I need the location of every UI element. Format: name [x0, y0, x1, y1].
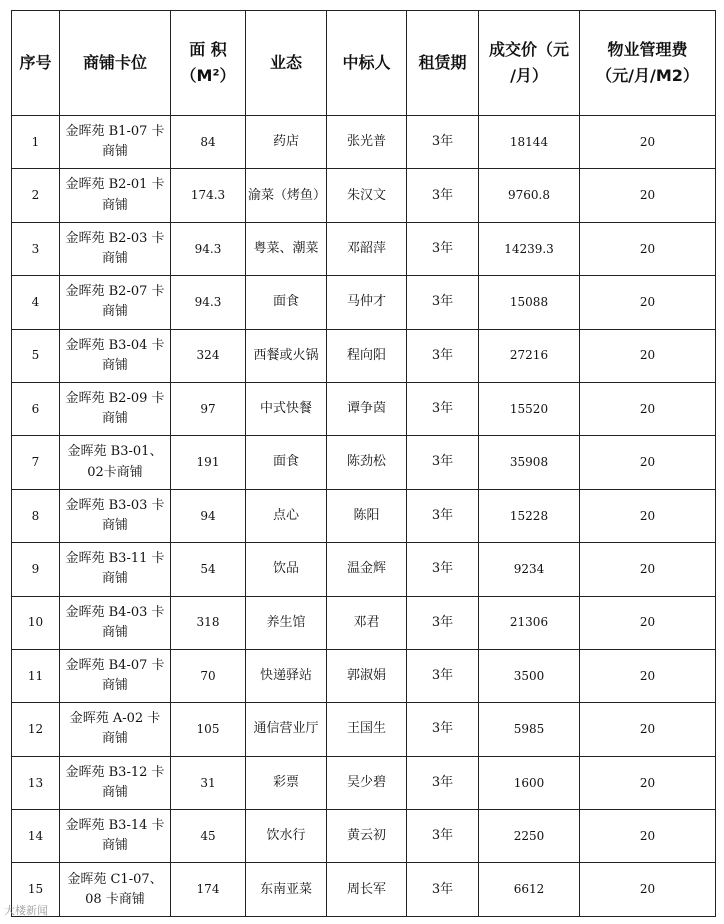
header-winner: 中标人 [327, 11, 407, 116]
cell-seq: 3 [12, 222, 60, 275]
header-area-line2: （M²） [180, 66, 236, 85]
table-body [12, 116, 716, 917]
cell-shop: 金晖苑 B2-03 卡商铺 [60, 222, 171, 275]
cell-price: 6612 [479, 863, 580, 916]
cell-shop: 金晖苑 B2-09 卡商铺 [60, 382, 171, 435]
cell-shop: 金晖苑 B3-01、02卡商铺 [60, 436, 171, 489]
cell-seq: 7 [12, 436, 60, 489]
header-lease: 租赁期 [407, 11, 479, 116]
cell-winner: 程向阳 [327, 329, 407, 382]
cell-seq: 11 [12, 649, 60, 702]
cell-area: 105 [171, 703, 246, 756]
table-row [12, 810, 716, 863]
cell-winner: 邓韶萍 [327, 222, 407, 275]
cell-lease: 3年 [407, 382, 479, 435]
cell-fee: 20 [580, 543, 716, 596]
cell-area: 324 [171, 329, 246, 382]
cell-seq: 5 [12, 329, 60, 382]
cell-winner: 张光普 [327, 116, 407, 169]
cell-seq: 2 [12, 169, 60, 222]
cell-fee: 20 [580, 596, 716, 649]
cell-price: 3500 [479, 649, 580, 702]
cell-price: 9234 [479, 543, 580, 596]
cell-area: 94 [171, 489, 246, 542]
cell-fee: 20 [580, 863, 716, 916]
cell-shop: 金晖苑 B4-07 卡商铺 [60, 649, 171, 702]
cell-area: 94.3 [171, 276, 246, 329]
cell-winner: 周长军 [327, 863, 407, 916]
lease-results-table [11, 10, 716, 917]
cell-area: 318 [171, 596, 246, 649]
cell-shop: 金晖苑 C1-07、08 卡商铺 [60, 863, 171, 916]
cell-price: 1600 [479, 756, 580, 809]
header-price [479, 11, 580, 116]
cell-shop: 金晖苑 B1-07 卡商铺 [60, 116, 171, 169]
table-row [12, 169, 716, 222]
cell-lease: 3年 [407, 329, 479, 382]
cell-business: 通信营业厅 [246, 703, 327, 756]
cell-area: 94.3 [171, 222, 246, 275]
cell-area: 97 [171, 382, 246, 435]
cell-area: 70 [171, 649, 246, 702]
cell-lease: 3年 [407, 810, 479, 863]
cell-winner: 陈劲松 [327, 436, 407, 489]
table-row [12, 756, 716, 809]
table-row [12, 329, 716, 382]
cell-shop: 金晖苑 B4-03 卡商铺 [60, 596, 171, 649]
cell-price: 14239.3 [479, 222, 580, 275]
cell-winner: 邓君 [327, 596, 407, 649]
cell-business: 面食 [246, 436, 327, 489]
cell-seq: 8 [12, 489, 60, 542]
cell-shop: 金晖苑 B2-07 卡商铺 [60, 276, 171, 329]
cell-winner: 温金辉 [327, 543, 407, 596]
table-row [12, 863, 716, 916]
cell-fee: 20 [580, 810, 716, 863]
header-price-line1: 成交价（元 [488, 40, 569, 60]
cell-seq: 10 [12, 596, 60, 649]
cell-price: 21306 [479, 596, 580, 649]
cell-price: 18144 [479, 116, 580, 169]
cell-fee: 20 [580, 649, 716, 702]
header-fee-line1: 物业管理费 [607, 40, 688, 60]
cell-fee: 20 [580, 436, 716, 489]
cell-area: 174 [171, 863, 246, 916]
cell-business: 饮水行 [246, 810, 327, 863]
table-row [12, 649, 716, 702]
header-price-line2: /月） [510, 66, 548, 85]
cell-business: 渝菜（烤鱼） [246, 169, 327, 222]
cell-shop: 金晖苑 A-02 卡商铺 [60, 703, 171, 756]
cell-seq: 4 [12, 276, 60, 329]
cell-business: 养生馆 [246, 596, 327, 649]
cell-seq: 1 [12, 116, 60, 169]
cell-shop: 金晖苑 B3-14 卡商铺 [60, 810, 171, 863]
table-row [12, 596, 716, 649]
cell-price: 15520 [479, 382, 580, 435]
cell-lease: 3年 [407, 222, 479, 275]
table-row [12, 436, 716, 489]
cell-business: 快递驿站 [246, 649, 327, 702]
cell-lease: 3年 [407, 756, 479, 809]
cell-winner: 郭淑娟 [327, 649, 407, 702]
cell-fee: 20 [580, 169, 716, 222]
cell-seq: 14 [12, 810, 60, 863]
cell-area: 31 [171, 756, 246, 809]
cell-business: 粤菜、潮菜 [246, 222, 327, 275]
cell-fee: 20 [580, 489, 716, 542]
cell-business: 点心 [246, 489, 327, 542]
cell-fee: 20 [580, 276, 716, 329]
table-row [12, 276, 716, 329]
cell-business: 彩票 [246, 756, 327, 809]
cell-business: 西餐或火锅 [246, 329, 327, 382]
cell-shop: 金晖苑 B3-12 卡商铺 [60, 756, 171, 809]
cell-shop: 金晖苑 B3-03 卡商铺 [60, 489, 171, 542]
cell-shop: 金晖苑 B3-04 卡商铺 [60, 329, 171, 382]
cell-shop: 金晖苑 B2-01 卡商铺 [60, 169, 171, 222]
cell-price: 5985 [479, 703, 580, 756]
cell-seq: 6 [12, 382, 60, 435]
cell-winner: 黄云初 [327, 810, 407, 863]
cell-business: 东南亚菜 [246, 863, 327, 916]
cell-area: 45 [171, 810, 246, 863]
cell-lease: 3年 [407, 649, 479, 702]
cell-fee: 20 [580, 703, 716, 756]
cell-seq: 9 [12, 543, 60, 596]
cell-seq: 13 [12, 756, 60, 809]
cell-winner: 王国生 [327, 703, 407, 756]
header-shop: 商铺卡位 [60, 11, 171, 116]
table-header [12, 11, 716, 116]
cell-winner: 吴少碧 [327, 756, 407, 809]
header-row [12, 11, 716, 116]
header-fee [580, 11, 716, 116]
table-row [12, 543, 716, 596]
cell-area: 54 [171, 543, 246, 596]
cell-business: 中式快餐 [246, 382, 327, 435]
cell-lease: 3年 [407, 543, 479, 596]
header-fee-line2: （元/月/M2） [596, 66, 699, 85]
cell-lease: 3年 [407, 489, 479, 542]
cell-fee: 20 [580, 756, 716, 809]
cell-lease: 3年 [407, 596, 479, 649]
cell-seq: 15 [12, 863, 60, 916]
cell-fee: 20 [580, 382, 716, 435]
cell-lease: 3年 [407, 169, 479, 222]
table-row [12, 222, 716, 275]
cell-area: 84 [171, 116, 246, 169]
table-row [12, 703, 716, 756]
cell-fee: 20 [580, 116, 716, 169]
cell-fee: 20 [580, 222, 716, 275]
watermark: 大楼新闻 [4, 904, 48, 917]
cell-winner: 马仲才 [327, 276, 407, 329]
cell-price: 15088 [479, 276, 580, 329]
cell-price: 9760.8 [479, 169, 580, 222]
cell-price: 35908 [479, 436, 580, 489]
cell-lease: 3年 [407, 863, 479, 916]
table-row [12, 489, 716, 542]
cell-area: 174.3 [171, 169, 246, 222]
cell-winner: 朱汉文 [327, 169, 407, 222]
table-row [12, 382, 716, 435]
cell-business: 面食 [246, 276, 327, 329]
cell-winner: 陈阳 [327, 489, 407, 542]
header-business: 业态 [246, 11, 327, 116]
cell-area: 191 [171, 436, 246, 489]
cell-winner: 谭争茵 [327, 382, 407, 435]
cell-shop: 金晖苑 B3-11 卡商铺 [60, 543, 171, 596]
cell-lease: 3年 [407, 703, 479, 756]
cell-lease: 3年 [407, 116, 479, 169]
cell-price: 27216 [479, 329, 580, 382]
header-seq: 序号 [12, 11, 60, 116]
cell-business: 药店 [246, 116, 327, 169]
header-area [171, 11, 246, 116]
header-area-line1: 面 积 [189, 40, 227, 60]
cell-price: 2250 [479, 810, 580, 863]
cell-seq: 12 [12, 703, 60, 756]
cell-price: 15228 [479, 489, 580, 542]
cell-fee: 20 [580, 329, 716, 382]
cell-lease: 3年 [407, 436, 479, 489]
cell-business: 饮品 [246, 543, 327, 596]
table-row [12, 116, 716, 169]
cell-lease: 3年 [407, 276, 479, 329]
